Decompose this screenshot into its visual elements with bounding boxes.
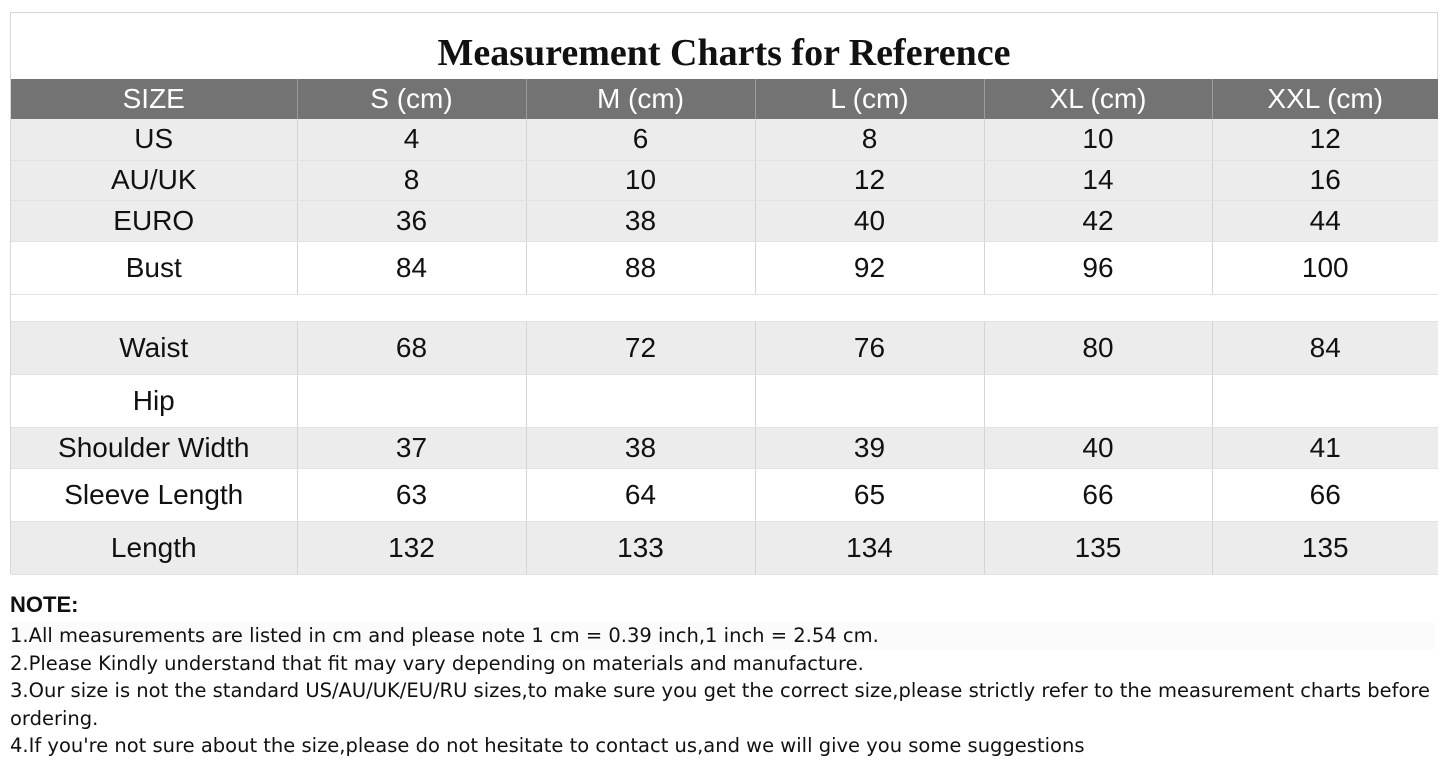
table-cell: 41 — [1212, 427, 1438, 468]
table-row — [11, 294, 1438, 321]
table-cell: 133 — [526, 521, 755, 574]
table-cell: 135 — [984, 521, 1212, 574]
table-cell: 40 — [984, 427, 1212, 468]
size-table — [11, 79, 1438, 575]
table-cell: 38 — [526, 200, 755, 241]
row-label: Length — [11, 521, 297, 574]
table-row — [11, 160, 1438, 200]
table-cell: 12 — [755, 160, 984, 200]
header-cell: L (cm) — [755, 79, 984, 119]
table-cell: 44 — [1212, 200, 1438, 241]
notes-section — [10, 590, 1435, 760]
table-cell: 6 — [526, 119, 755, 160]
table-cell: 10 — [526, 160, 755, 200]
table-cell — [1212, 294, 1438, 321]
header-cell: XXL (cm) — [1212, 79, 1438, 119]
row-label — [11, 294, 297, 321]
table-cell: 88 — [526, 241, 755, 294]
table-cell: 84 — [297, 241, 526, 294]
table-cell: 4 — [297, 119, 526, 160]
table-cell — [526, 374, 755, 427]
table-cell — [297, 374, 526, 427]
row-label: Shoulder Width — [11, 427, 297, 468]
table-cell: 65 — [755, 468, 984, 521]
row-label: Hip — [11, 374, 297, 427]
page-title: Measurement Charts for Reference — [437, 32, 1011, 74]
note-line-2: 2.Please Kindly understand that fit may vary depending on materials and manufacture. — [10, 651, 864, 675]
notes-heading: NOTE: — [10, 592, 79, 617]
header-cell: SIZE — [11, 79, 297, 119]
row-label: Waist — [11, 321, 297, 374]
row-label: US — [11, 119, 297, 160]
note-line-3: 3.Our size is not the standard US/AU/UK/EU/RU sizes,to make sure you get the correct size,please strictly refer to the measurement charts before ordering. — [10, 679, 1431, 730]
note-line-1: 1.All measurements are listed in cm and please note 1 cm = 0.39 inch,1 inch = 2.54 cm. — [10, 622, 1435, 650]
table-cell — [755, 294, 984, 321]
table-cell: 40 — [755, 200, 984, 241]
table-row — [11, 241, 1438, 294]
row-label: EURO — [11, 200, 297, 241]
header-cell: S (cm) — [297, 79, 526, 119]
table-cell: 38 — [526, 427, 755, 468]
table-cell: 16 — [1212, 160, 1438, 200]
table-cell: 66 — [1212, 468, 1438, 521]
header-cell: XL (cm) — [984, 79, 1212, 119]
table-cell: 135 — [1212, 521, 1438, 574]
table-cell: 100 — [1212, 241, 1438, 294]
table-cell: 76 — [755, 321, 984, 374]
table-cell: 42 — [984, 200, 1212, 241]
table-row — [11, 468, 1438, 521]
header-row — [11, 79, 1438, 119]
table-cell — [1212, 374, 1438, 427]
table-row — [11, 427, 1438, 468]
table-cell: 134 — [755, 521, 984, 574]
table-cell: 12 — [1212, 119, 1438, 160]
table-cell — [755, 374, 984, 427]
table-cell: 10 — [984, 119, 1212, 160]
table-cell — [984, 374, 1212, 427]
table-cell: 64 — [526, 468, 755, 521]
row-label: Bust — [11, 241, 297, 294]
table-cell: 14 — [984, 160, 1212, 200]
table-cell: 80 — [984, 321, 1212, 374]
table-row — [11, 200, 1438, 241]
table-row — [11, 321, 1438, 374]
table-cell: 132 — [297, 521, 526, 574]
table-cell: 37 — [297, 427, 526, 468]
table-row — [11, 119, 1438, 160]
table-row — [11, 374, 1438, 427]
table-cell: 92 — [755, 241, 984, 294]
table-cell: 96 — [984, 241, 1212, 294]
row-label: AU/UK — [11, 160, 297, 200]
header-cell: M (cm) — [526, 79, 755, 119]
table-cell: 39 — [755, 427, 984, 468]
table-cell: 72 — [526, 321, 755, 374]
table-cell: 36 — [297, 200, 526, 241]
table-cell: 84 — [1212, 321, 1438, 374]
table-cell: 8 — [755, 119, 984, 160]
row-label: Sleeve Length — [11, 468, 297, 521]
table-cell — [526, 294, 755, 321]
table-row — [11, 521, 1438, 574]
note-line-4: 4.If you're not sure about the size,please do not hesitate to contact us,and we will give you some suggestions — [10, 734, 1085, 757]
table-cell — [297, 294, 526, 321]
table-cell: 8 — [297, 160, 526, 200]
table-cell: 68 — [297, 321, 526, 374]
table-cell — [984, 294, 1212, 321]
table-cell: 63 — [297, 468, 526, 521]
table-cell: 66 — [984, 468, 1212, 521]
